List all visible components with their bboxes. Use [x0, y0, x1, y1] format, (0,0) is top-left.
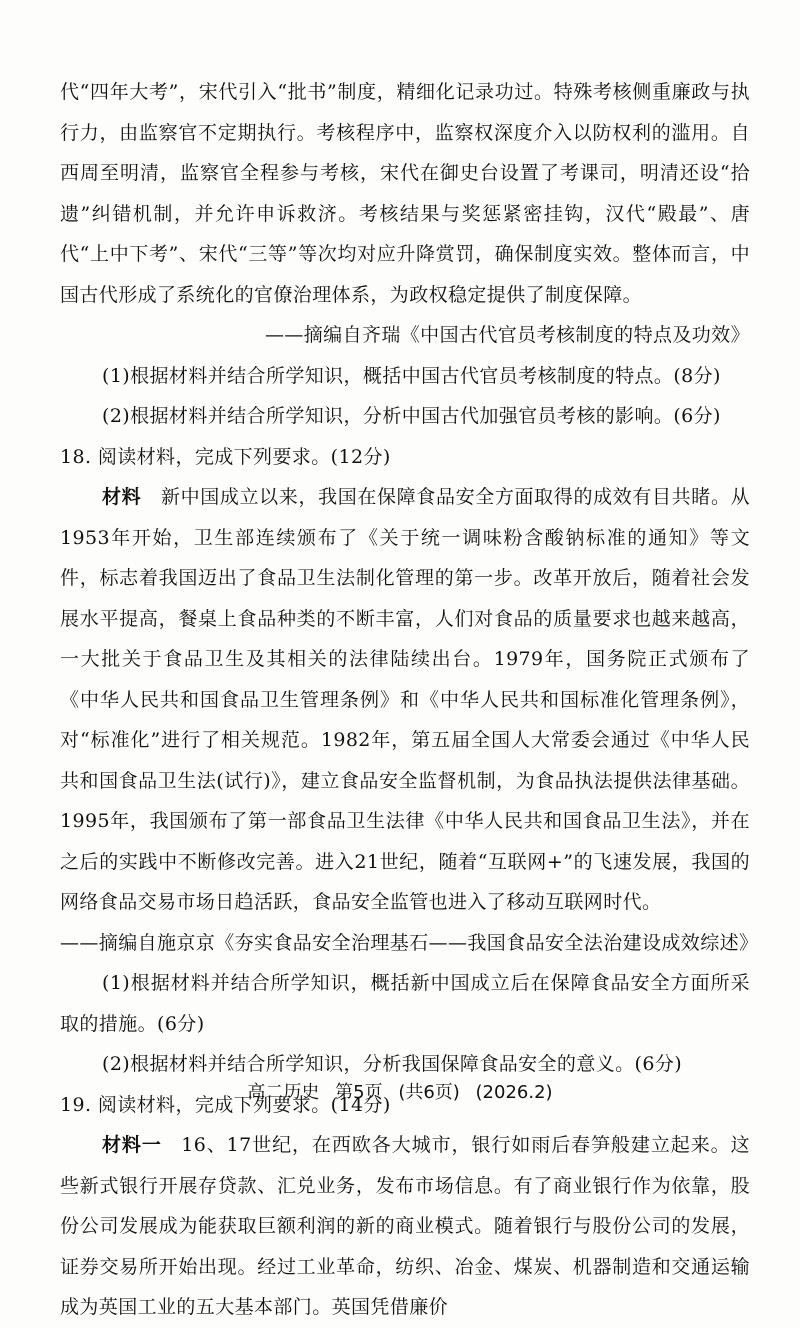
q18-sub-question-1: (1)根据材料并结合所学知识，概括新中国成立后在保障食品安全方面所采取的措施。(6分) — [60, 972, 750, 1035]
q18-sub-question-2: (2)根据材料并结合所学知识，分析我国保障食品安全的意义。(6分) — [102, 1053, 683, 1075]
q19-material-label: 材料一 — [102, 1134, 162, 1156]
q19-material-text: 16、17世纪，在西欧各大城市，银行如雨后春笋般建立起来。这些新式银行开展存贷款、汇兑业务，发布市场信息。有了商业银行作为依靠，股份公司发展成为能获取巨额利润的新的商业模式。随着银行与股份公司的发展，证券交易所开始出现。经过工业革命，纺织、冶金、煤炭、机器制造和交通运输成为英国工业的五大基本部门。英国凭借廉价 — [60, 1134, 751, 1318]
q19-heading: 19. 阅读材料，完成下列要求。(14分) — [60, 1093, 391, 1116]
q18-material — [60, 477, 750, 923]
q19-material-1 — [60, 1125, 750, 1328]
page-content — [60, 72, 759, 1328]
q17-source: ——摘编自齐瑞《中国古代官员考核制度的特点及功效》 — [264, 324, 750, 346]
q18-material-label: 材料 — [102, 486, 142, 508]
q18-material-text: 新中国成立以来，我国在保障食品安全方面取得的成效有目共睹。从1953年开始，卫生部连续颁布了《关于统一调味粉含酸钠标准的通知》等文件，标志着我国迈出了食品卫生法制化管理的第一步。改革开放后，随着社会发展水平提高，餐桌上食品种类的不断丰富，人们对食品的质量要求也越来越高，一大批关于食品卫生及其相关的法律陆续出台。1979年，国务院正式颁布了《中华人民共和国食品卫生管理条例》和《中华人民共和国标准化管理条例》，对“标准化”进行了相关规范。1982年，第五届全国人大常委会通过《中华人民共和国食品卫生法(试行)》，建立食品安全监督机制，为食品执法提供法律基础。1995年，我国颁布了第一部食品卫生法律《中华人民共和国食品卫生法》，并在之后的实践中不断修改完善。进入21世纪，随着“互联网+”的飞速发展，我国的网络食品交易市场日趋活跃，食品安全监管也进入了移动互联网时代。 — [60, 486, 750, 913]
page-footer: 高二历史 第5页 (共6页) (2026.2) — [247, 1082, 553, 1103]
q17-sub-question-1: (1)根据材料并结合所学知识，概括中国古代官员考核制度的特点。(8分) — [102, 364, 721, 387]
q17-sub-question-2: (2)根据材料并结合所学知识，分析中国古代加强官员考核的影响。(6分) — [102, 405, 721, 427]
q18-heading: 18. 阅读材料，完成下列要求。(12分) — [60, 445, 391, 468]
q18-source: ——摘编自施京京《夯实食品安全治理基石——我国食品安全法治建设成效综述》 — [60, 931, 759, 954]
q17-material-continued: 代“四年大考”，宋代引入“批书”制度，精细化记录功过。特殊考核侧重廉政与执行力，由监察官不定期执行。考核程序中，监察权深度介入以防权利的滥用。自西周至明清，监察官全程参与考核，宋代在御史台设置了考课司，明清还设“拾遗”纠错机制，并允许申诉救济。考核结果与奖惩紧密挂钩，汉代“殿最”、唐代“上中下考”、宋代“三等”等次均对应升降赏罚，确保制度实效。整体而言，中国古代形成了系统化的官僚治理体系，为政权稳定提供了制度保障。 — [60, 81, 750, 306]
